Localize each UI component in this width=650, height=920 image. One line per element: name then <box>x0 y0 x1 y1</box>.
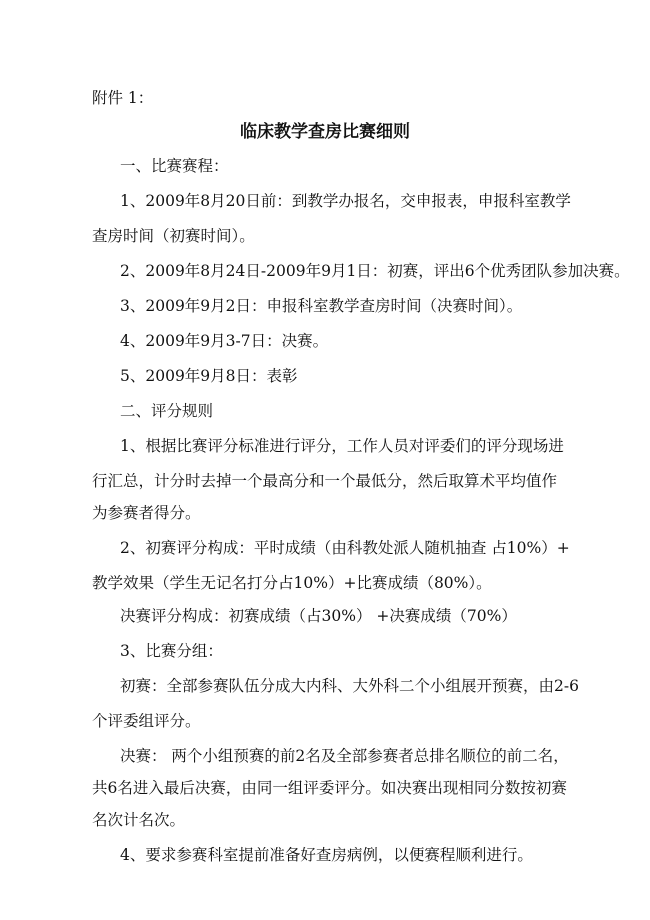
rule-2-cont: 教学效果（学生无记名打分占10%）+比赛成绩（80%）。 <box>92 574 492 592</box>
schedule-item-1: 1、2009年8月20日前：到教学办报名，交申报表，申报科室教学 <box>120 192 571 210</box>
rule-1: 1、根据比赛评分标准进行评分，工作人员对评委们的评分现场进 <box>120 437 564 455</box>
final-groups-cont-2: 名次计名次。 <box>92 811 186 829</box>
section1-heading: 一、比赛赛程： <box>120 157 229 175</box>
attachment-label: 附件 1： <box>92 89 154 107</box>
schedule-item-1-cont: 查房时间（初赛时间）。 <box>92 227 255 245</box>
final-groups: 决赛： 两个小组预赛的前2名及全部参赛者总排名顺位的前二名， <box>120 747 569 765</box>
schedule-item-2: 2、2009年8月24日-2009年9月1日：初赛，评出6个优秀团队参加决赛。 <box>120 262 630 280</box>
final-scoring: 决赛评分构成：初赛成绩（占30%） +决赛成绩（70%） <box>120 607 517 625</box>
final-groups-cont-1: 共6名进入最后决赛，由同一组评委评分。如决赛出现相同分数按初赛 <box>92 779 567 797</box>
rule-2: 2、初赛评分构成：平时成绩（由科教处派人随机抽查 占10%）+ <box>120 539 570 557</box>
rule-1-cont-1: 行汇总，计分时去掉一个最高分和一个最低分，然后取算术平均值作 <box>92 472 558 490</box>
schedule-item-5: 5、2009年9月8日：表彰 <box>120 367 298 385</box>
prelim-groups-cont: 个评委组评分。 <box>92 712 201 730</box>
document-title: 临床教学查房比赛细则 <box>240 122 410 142</box>
section2-heading: 二、评分规则 <box>120 402 214 420</box>
schedule-item-3: 3、2009年9月2日：申报科室教学查房时间（决赛时间）。 <box>120 297 523 315</box>
rule-4: 4、要求参赛科室提前准备好查房病例，以便赛程顺利进行。 <box>120 846 533 864</box>
prelim-groups: 初赛：全部参赛队伍分成大内科、大外科二个小组展开预赛，由2-6 <box>120 677 579 695</box>
rule-1-cont-2: 为参赛者得分。 <box>92 504 201 522</box>
rule-3: 3、比赛分组： <box>120 642 223 660</box>
schedule-item-4: 4、2009年9月3-7日：决赛。 <box>120 332 329 350</box>
